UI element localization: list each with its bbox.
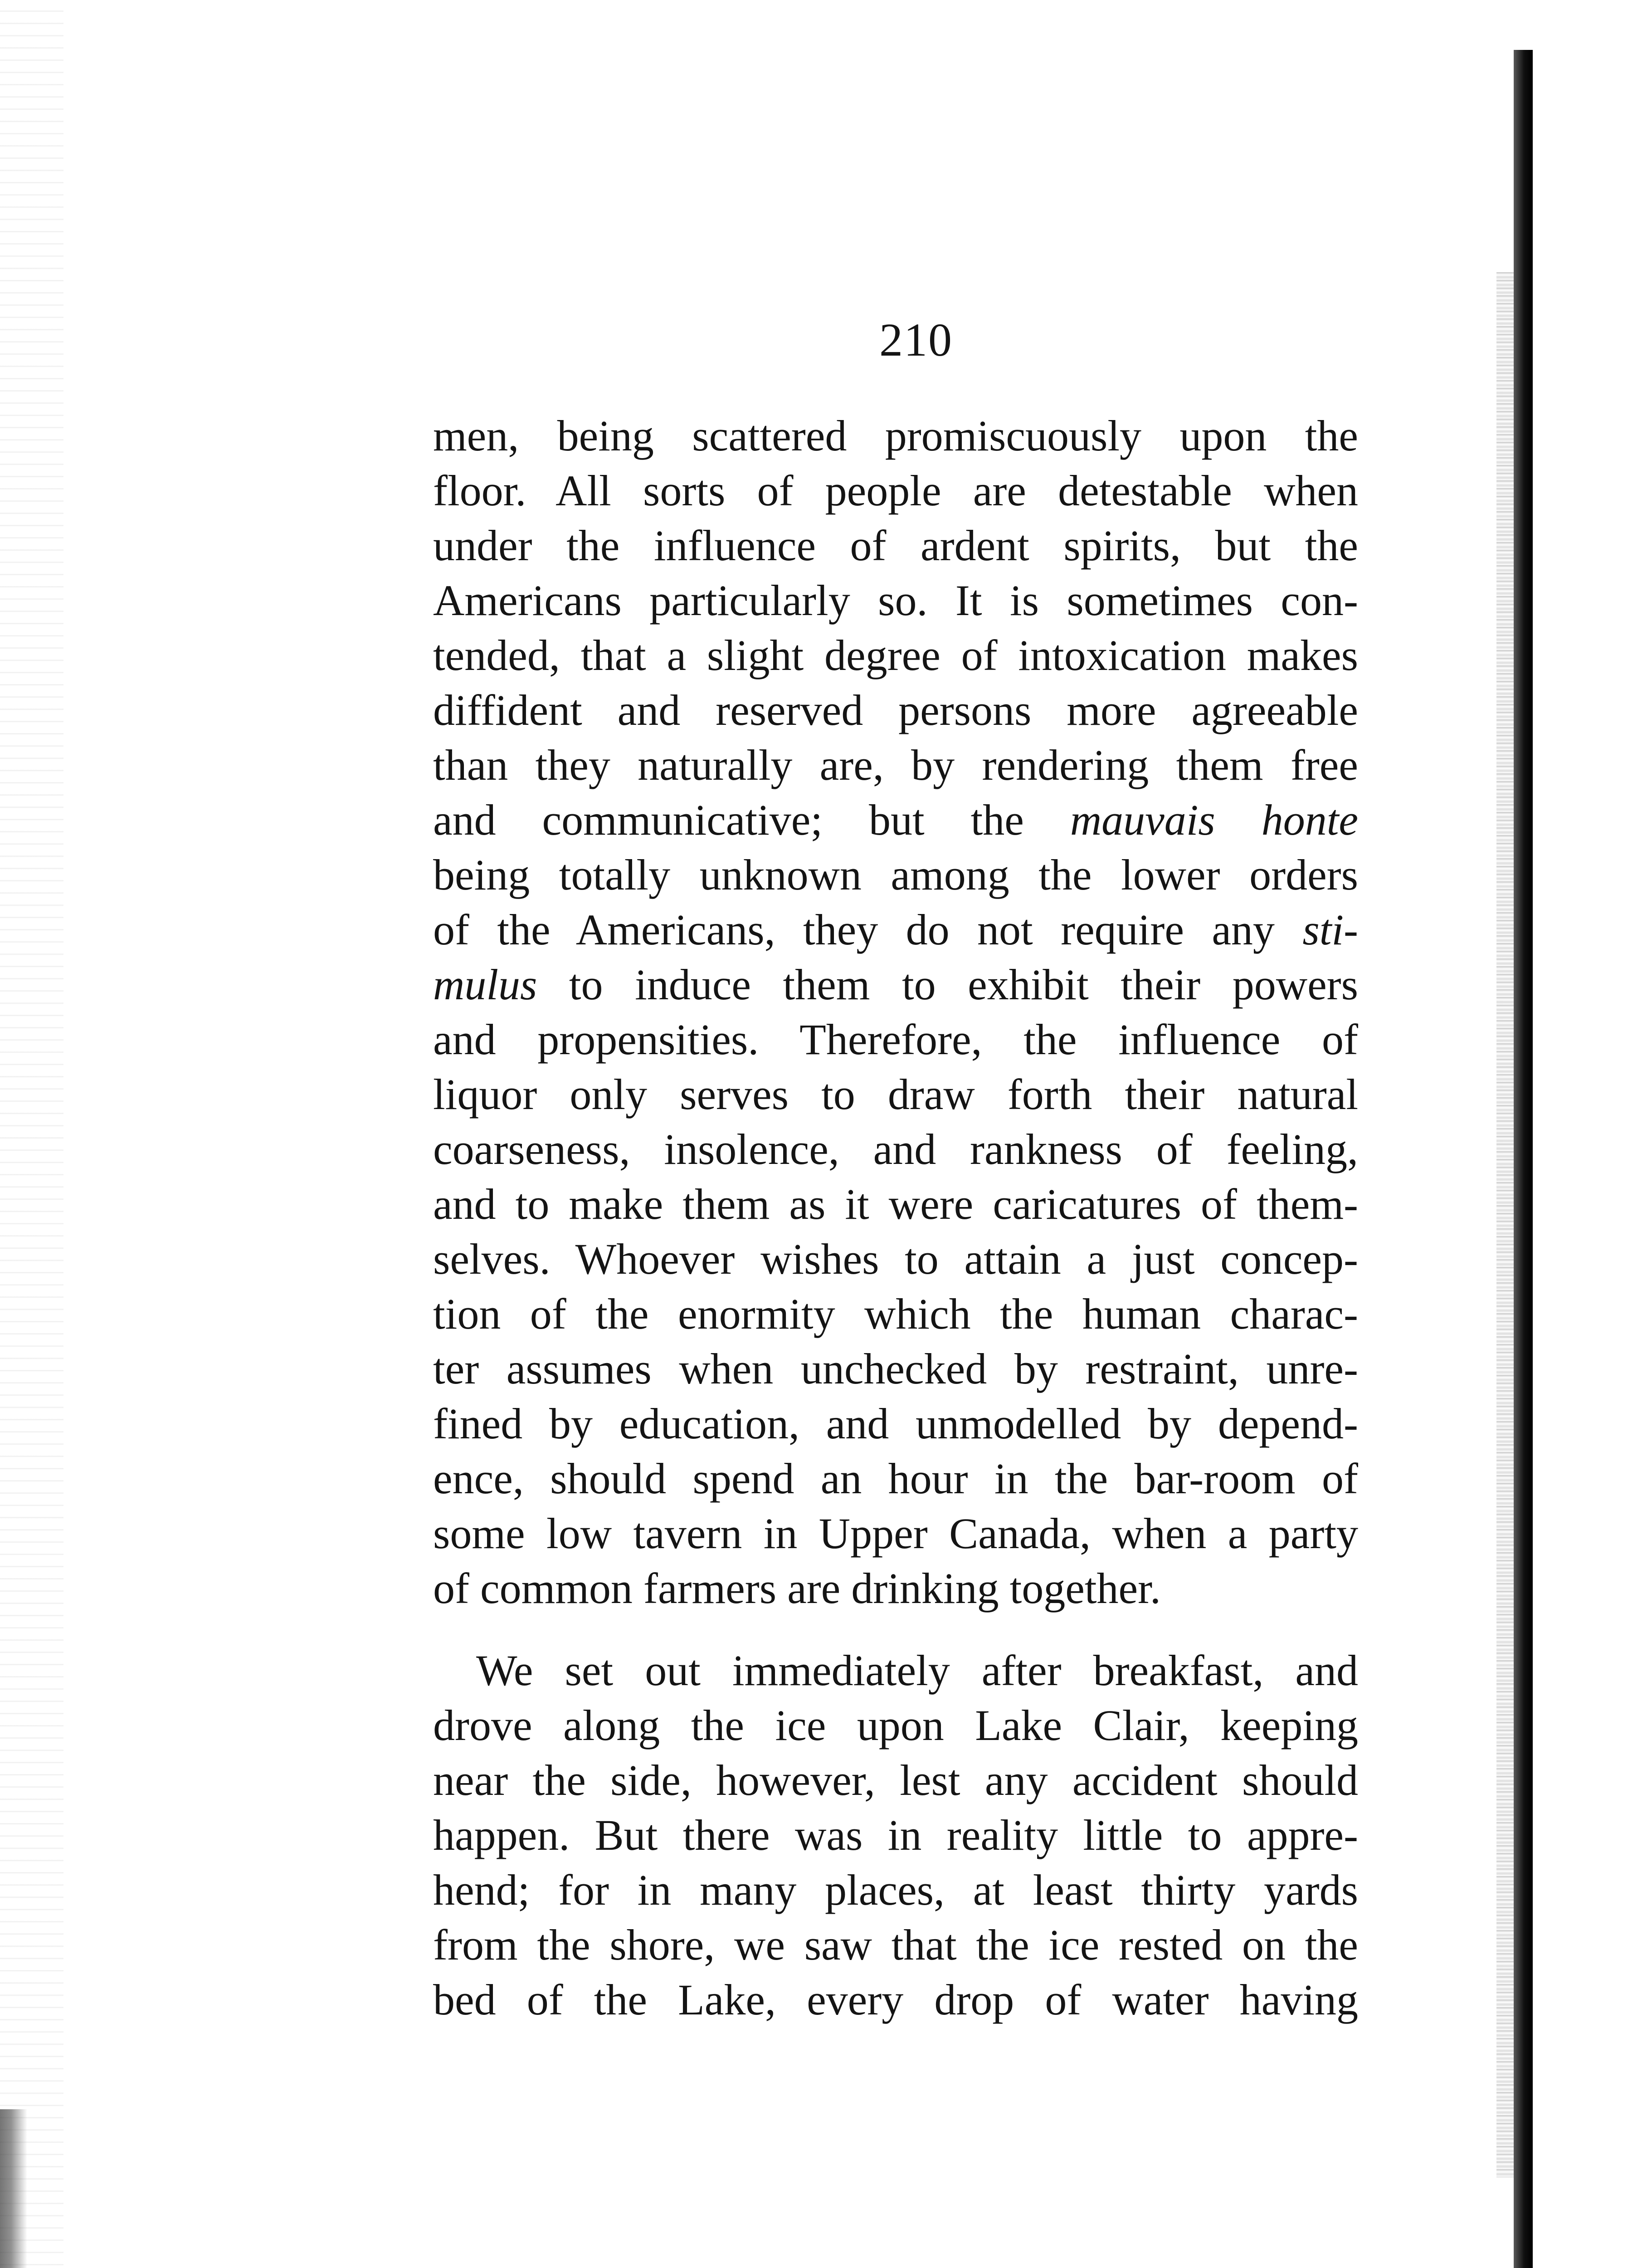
text-line	[433, 902, 1358, 957]
text-line: tion of the enormity which the human charac-	[433, 1290, 1358, 1338]
scan-binding-shadow	[0, 2109, 27, 2268]
scan-edge-shadow-right	[1514, 50, 1533, 2268]
text-line: happen. But there was in reality little to appre-	[433, 1811, 1358, 1859]
text-line: diffident and reserved persons more agreeable	[433, 686, 1358, 734]
page-number: 210	[879, 314, 953, 366]
text-line: near the side, however, lest any accident should	[433, 1756, 1358, 1804]
scan-edge-fringe-right	[1496, 272, 1515, 2177]
text-line: liquor only serves to draw forth their natural	[433, 1070, 1358, 1119]
text-line: tended, that a slight degree of intoxication makes	[433, 631, 1358, 679]
text-line: of common farmers are drinking together.	[433, 1564, 1161, 1613]
text-line: coarseness, insolence, and rankness of feeling,	[433, 1125, 1358, 1173]
text-line: ence, should spend an hour in the bar-room of	[433, 1454, 1358, 1503]
text-line: bed of the Lake, every drop of water having	[433, 1975, 1358, 2024]
text-line: being totally unknown among the lower orders	[433, 850, 1358, 899]
text-line: from the shore, we saw that the ice rested on the	[433, 1921, 1358, 1969]
paragraph-gap	[433, 1616, 1358, 1643]
text-line: hend; for in many places, at least thirty yards	[433, 1866, 1358, 1914]
text-line	[433, 792, 1358, 847]
text-line: some low tavern in Upper Canada, when a party	[433, 1509, 1358, 1558]
text-line: and propensities. Therefore, the influence of	[433, 1015, 1358, 1064]
text-line: floor. All sorts of people are detestable when	[433, 466, 1358, 515]
text-line	[433, 957, 1358, 1012]
text-line: We set out immediately after breakfast, and	[476, 1646, 1358, 1695]
text-run: of the Americans, they do not require any	[433, 905, 1303, 954]
text-line: men, being scattered promiscuously upon the	[433, 411, 1358, 460]
body-text	[433, 408, 1358, 2027]
text-line: Americans particularly so. It is sometimes con-	[433, 576, 1358, 625]
text-line: selves. Whoever wishes to attain a just concep-	[433, 1235, 1358, 1283]
text-line: than they naturally are, by rendering them free	[433, 741, 1358, 789]
paragraph	[433, 1643, 1358, 2027]
text-line: ter assumes when unchecked by restraint, unre-	[433, 1344, 1358, 1393]
text-line: drove along the ice upon Lake Clair, keeping	[433, 1701, 1358, 1750]
scan-edge-shadow-left	[0, 0, 63, 2268]
text-line: and to make them as it were caricatures of them-	[433, 1180, 1358, 1228]
italic-phrase: sti-	[1302, 905, 1358, 954]
paragraph	[433, 408, 1358, 1616]
text-run: and communicative; but the	[433, 796, 1070, 844]
italic-phrase: mauvais honte	[1070, 796, 1359, 844]
text-line: fined by education, and unmodelled by depend-	[433, 1399, 1358, 1448]
italic-phrase: mulus	[433, 960, 537, 1009]
text-run: to induce them to exhibit their powers	[537, 960, 1358, 1009]
text-line: under the influence of ardent spirits, but the	[433, 521, 1358, 570]
